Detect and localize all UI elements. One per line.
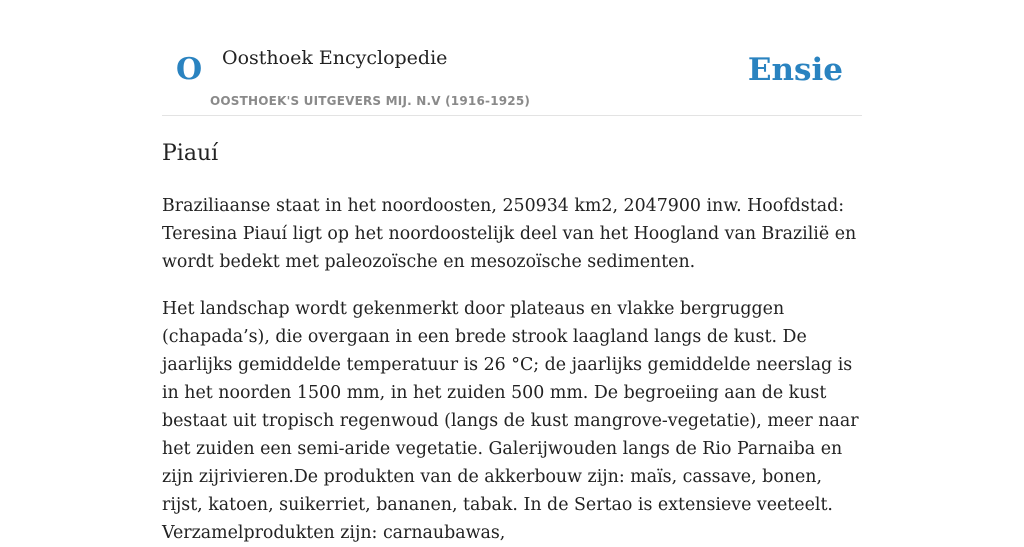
site-title[interactable]: Oosthoek Encyclopedie (222, 47, 448, 69)
site-logo[interactable]: O (176, 52, 203, 87)
article-paragraph: Het landschap wordt gekenmerkt door plateaus en vlakke bergruggen (chapada’s), die overgaan in een brede strook laagland langs de kust. De jaarlijks gemiddelde temperatuur is 26 °C; de jaarlijks gemiddelde neerslag is in het noorden 1500 mm, in het zuiden 500 mm. De begroeiing aan de kust bestaat uit tropisch regenwoud (langs de kust mangrove-vegetatie), meer naar het zuiden een semi-aride vegetatie. Galerijwouden langs de Rio Parnaiba en zijn zijrivieren.De produkten van de akkerbouw zijn: maïs, cassave, bonen, rijst, katoen, suikerriet, bananen, tabak. In de Sertao is extensieve veeteelt. Verzamelprodukten zijn: carnaubawas, (162, 299, 859, 543)
site-header (162, 0, 862, 116)
article-paragraph: Braziliaanse staat in het noordoosten, 250934 km2, 2047900 inw. Hoofdstad: Teresina Piauí ligt op het noordoostelijk deel van het Hoogland van Brazilië en wordt bedekt met paleozoïsche en mesozoïsche sedimenten. (162, 196, 857, 272)
publisher-subtitle: OOSTHOEK'S UITGEVERS MIJ. N.V (1916-1925) (210, 94, 531, 108)
brand-logo[interactable]: Ensie (747, 52, 843, 88)
article-title: Piauí (162, 141, 219, 166)
article (162, 136, 862, 547)
